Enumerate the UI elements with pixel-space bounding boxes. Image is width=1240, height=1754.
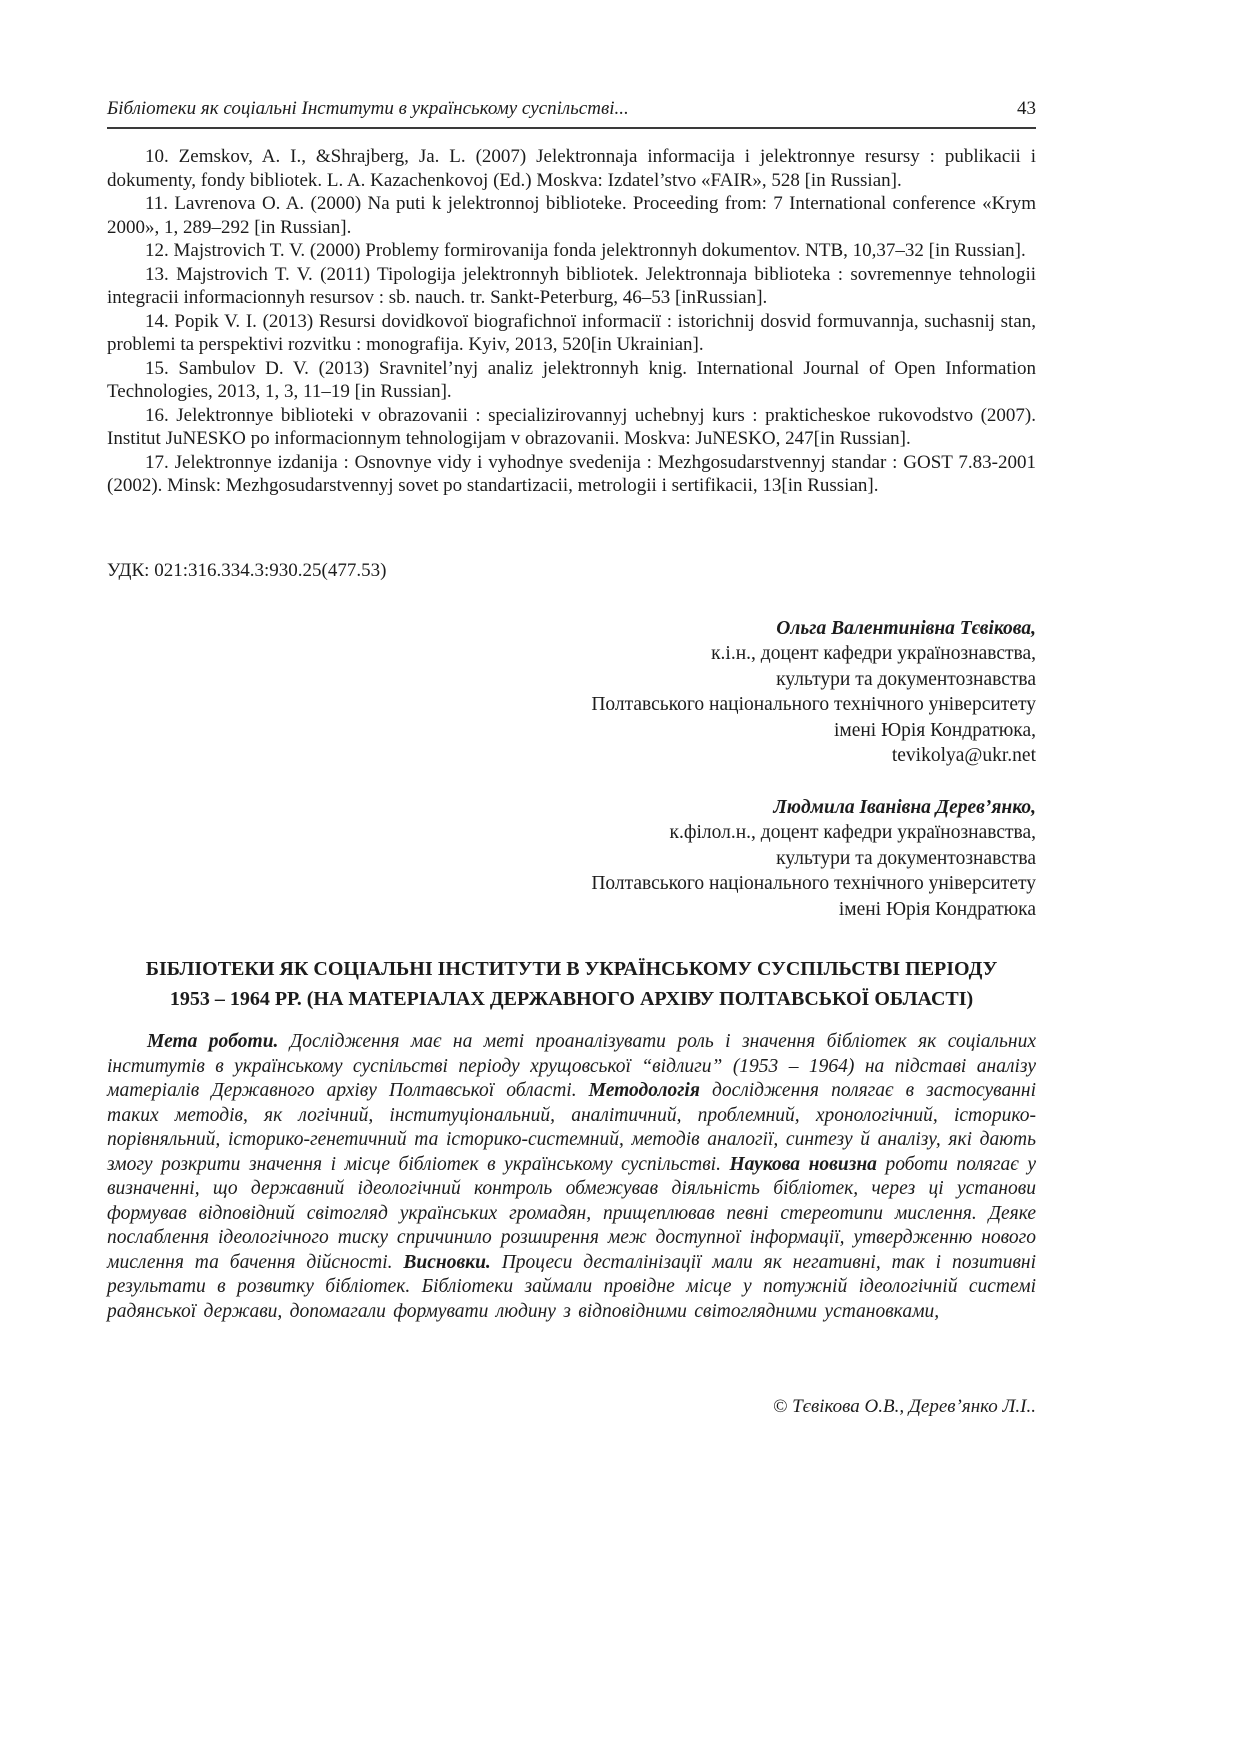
abstract-text: дослідження полягає в застосуванні таких методів, як логічний, інституціональний, аналітичний, проблемний, хронологічний, історико-порівняльний, історико-генетичний та історико-системний, методів аналогії, синтезу й аналізу, які дають змогу розкрити значення і місце бібліотек в українському суспільстві. [107, 1080, 1036, 1175]
reference-item-15: 15. Sambulov D. V. (2013) Sravnitel’nyj analiz jelektronnyh knig. International Journal of Open Information Technologies, 2013, 1, 3, 11–19 [in Russian]. [107, 357, 1036, 402]
author-name: Людмила Іванівна Дерев’янко, [773, 796, 1036, 818]
author-block-2 [107, 795, 1036, 923]
author-affiliation-line: Полтавського національного технічного університету [591, 694, 1036, 715]
author-affiliation-line: культури та документознавства [776, 847, 1036, 869]
references-list [107, 145, 1036, 498]
author-affiliation-line: культури та документознавства [776, 668, 1036, 690]
copyright-line: © Тєвікова О.В., Дерев’янко Л.І.. [772, 1396, 1036, 1417]
page-content [107, 0, 1036, 1418]
author-affiliation-line: к.філол.н., доцент кафедри українознавства, [669, 822, 1036, 843]
reference-item-17: 17. Jelektronnye izdanija : Osnovnye vidy i vyhodnye svedenija : Mezhgosudarstvennyj standar : GOST 7.83-2001 (2002). Minsk: Mezhgosudarstvennyj sovet po standartizacii, metrologii i sertifikacii, 13[in Russian]. [107, 451, 1036, 496]
author-affiliation-line: Полтавського національного технічного університету [591, 873, 1036, 894]
author-email: tevikolya@ukr.net [891, 745, 1036, 766]
abstract-lead-novelty: Наукова новизна [729, 1153, 886, 1175]
reference-item-13: 13. Majstrovich T. V. (2011) Tipologija jelektronnyh bibliotek. Jelektronnaja biblioteka : sovremennye tehnologii integracii informacionnyh resursov : sb. nauch. tr. Sankt-Peterburg, 46–53 [inRussian]. [107, 263, 1036, 308]
abstract-text: Процеси десталінізації мали як негативні, так і позитивні результати в розвитку бібліотек. Бібліотеки займали провідне місце у потужній ідеологічній системі радянської держави, допомагали формувати людину з відповідними світоглядними установками, [107, 1251, 1036, 1322]
abstract-lead-methodology: Методологія [588, 1080, 712, 1101]
page-footer [107, 1396, 1036, 1418]
abstract-text: Дослідження має на меті проаналізувати роль і значення бібліотек як соціальних інститутів в українському суспільстві періоду хрущовської “відлиги” (1953 – 1964) на підставі аналізу матеріалів Державного архіву Полтавської області. [107, 1031, 1036, 1101]
reference-item-14: 14. Popik V. I. (2013) Resursi dovidkovoї biografichnoї informaciї : istorichnij dosvid formuvannja, suchasnij stan, problemi ta perspektivi rozvitku : monografija. Kyiv, 2013, 520[in Ukrainian]. [107, 310, 1036, 355]
udc-code: УДК: 021:316.334.3:930.25(477.53) [107, 559, 387, 581]
author-affiliation-line: імені Юрія Кондратюка [838, 898, 1036, 920]
author-block-1 [107, 616, 1036, 769]
reference-item-12: 12. Majstrovich T. V. (2000) Problemy formirovanija fonda jelektronnyh dokumentov. NTB, 10,37–32 [in Russian]. [145, 240, 1026, 261]
article-title: БІБЛІОТЕКИ ЯК СОЦІАЛЬНІ ІНСТИТУТИ В УКРАЇНСЬКОМУ СУСПІЛЬСТВІ ПЕРІОДУ 1953 – 1964 РР. (НА МАТЕРІАЛАХ ДЕРЖАВНОГО АРХІВУ ПОЛТАВСЬКОЇ ОБЛАСТІ) [145, 958, 998, 1010]
page-number: 43 [1017, 98, 1036, 119]
abstract [107, 1030, 1036, 1324]
author-affiliation-line: к.і.н., доцент кафедри українознавства, [711, 643, 1036, 664]
running-head [107, 98, 1036, 129]
abstract-lead-conclusions: Висновки. [403, 1251, 502, 1273]
abstract-text: роботи полягає у визначенні, що державний ідеологічний контроль обмежував діяльність бібліотек, через ці установи формував відповідний світогляд українських громадян, прищеплював певні стереотипи мислення. Деяке послаблення ідеологічного тиску спричинило розширення меж доступної інформації, утвердженню нового мислення та бачення дійсності. [107, 1153, 1036, 1273]
reference-item-10: 10. Zemskov, A. I., &Shrajberg, Ja. L. (2007) Jelektronnaja informacija i jelektronnye resursy : publikacii i dokumenty, fondy bibliotek. L. A. Kazachenkovoj (Ed.) Moskva: Izdatel’stvo «FAIR», 528 [in Russian]. [107, 146, 1036, 191]
reference-item-16: 16. Jelektronnye biblioteki v obrazovanii : specializirovannyj uchebnyj kurs : prakticheskoe rukovodstvo (2007). Institut JuNESKO po informacionnym tehnologijam v obrazovanii. Moskva: JuNESKO, 247[in Russian]. [107, 404, 1036, 449]
running-title: Бібліотеки як соціальні Інститути в українському суспільстві... [107, 98, 629, 119]
abstract-lead-goal: Мета роботи. [147, 1031, 290, 1052]
author-affiliation-line: імені Юрія Кондратюка, [833, 719, 1036, 741]
reference-item-11: 11. Lavrenova O. A. (2000) Na puti k jelektronnoj biblioteke. Proceeding from: 7 International conference «Krym 2000», 1, 289–292 [in Russian]. [107, 193, 1036, 238]
author-name: Ольга Валентинівна Тєвікова, [776, 617, 1036, 639]
